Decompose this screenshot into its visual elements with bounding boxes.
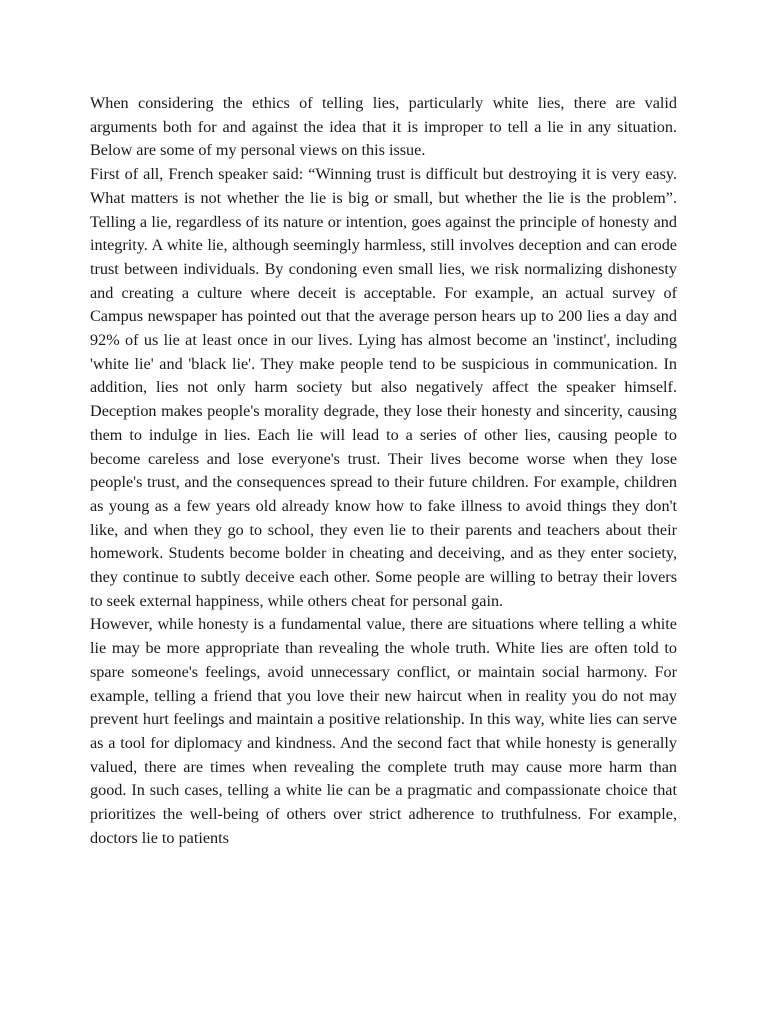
paragraph-against-lies: First of all, French speaker said: “Winning trust is difficult but destroying it is very easy. What matters is not whether the lie is big or small, but whether the lie is the problem”. Telling a lie, regardless of its nature or intention, goes against the principle of honesty and integrity. A white lie, although seemingly harmless, still involves deception and can erode trust between individuals. By condoning even small lies, we risk normalizing dishonesty and creating a culture where deceit is acceptable. For example, an actual survey of Campus newspaper has pointed out that the average person hears up to 200 lies a day and 92% of us lie at least once in our lives. Lying has almost become an 'instinct', including 'white lie' and 'black lie'. They make people tend to be suspicious in communication. In addition, lies not only harm society but also negatively affect the speaker himself. Deception makes people's morality degrade, they lose their honesty and sincerity, causing them to indulge in lies. Each lie will lead to a series of other lies, causing people to become careless and lose everyone's trust. Their lives become worse when they lose people's trust, and the consequences spread to their future children. For example, children as young as a few years old already know how to fake illness to avoid things they don't like, and when they go to school, they even lie to their parents and teachers about their homework. Students become bolder in cheating and deceiving, and as they enter society, they continue to subtly deceive each other. Some people are willing to betray their lovers to seek external happiness, while others cheat for personal gain. — [90, 165, 677, 610]
paragraph-intro: When considering the ethics of telling lies, particularly white lies, there are valid arguments both for and against the idea that it is improper to tell a lie in any situation. Below are some of my personal views on this issue. — [90, 94, 677, 160]
document-body — [90, 92, 677, 851]
paragraph-for-white-lies: However, while honesty is a fundamental value, there are situations where telling a white lie may be more appropriate than revealing the whole truth. White lies are often told to spare someone's feelings, avoid unnecessary conflict, or maintain social harmony. For example, telling a friend that you love their new haircut when in reality you do not may prevent hurt feelings and maintain a positive relationship. In this way, white lies can serve as a tool for diplomacy and kindness. And the second fact that while honesty is generally valued, there are times when revealing the complete truth may cause more harm than good. In such cases, telling a white lie can be a pragmatic and compassionate choice that prioritizes the well-being of others over strict adherence to truthfulness. For example, doctors lie to patients — [90, 615, 677, 847]
